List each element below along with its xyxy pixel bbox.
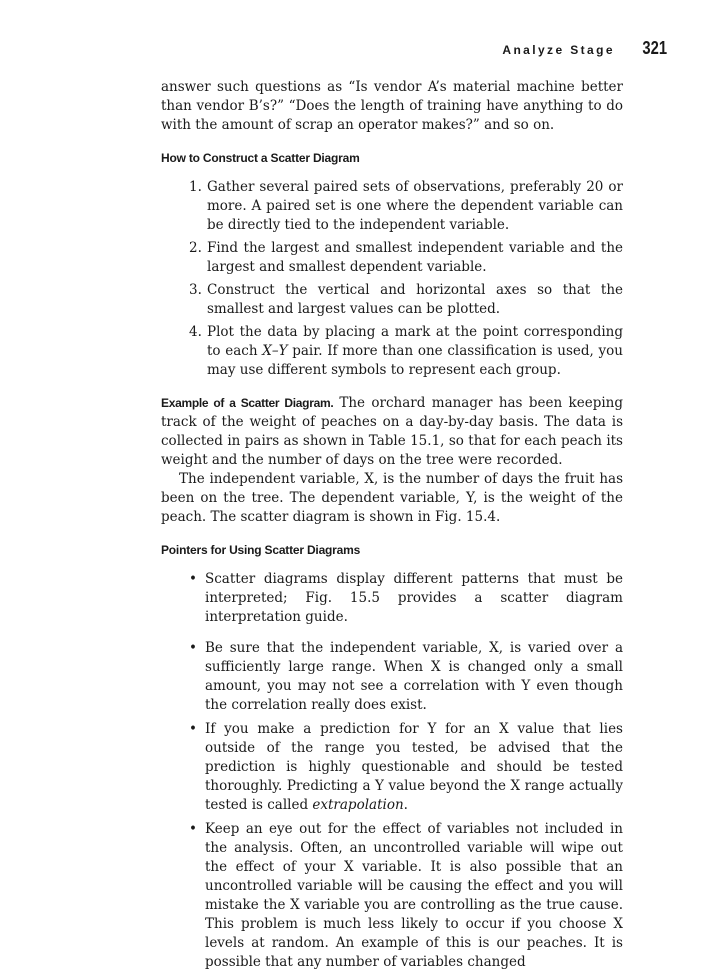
running-head xyxy=(502,38,667,59)
running-head-title: Analyze Stage xyxy=(502,43,615,57)
step-text-italic: X–Y xyxy=(262,343,288,359)
step-item xyxy=(161,239,623,277)
pointer-text: Scatter diagrams display different patterns that must be interpreted; Fig. 15.5 provides a scatter diagram interpretation guide. xyxy=(205,571,623,625)
example-paragraph xyxy=(161,394,623,470)
step-text-before: Plot the data by placing a mark at the point corresponding to each xyxy=(207,324,623,359)
intro-paragraph: answer such questions as “Is vendor A’s material machine better than vendor B’s?” “Does the length of training have anything to do with the amount of scrap an operator makes?” and so on. xyxy=(161,79,623,133)
step-text-after: pair. If more than one classification is used, you may use different symbols to represent each group. xyxy=(207,343,623,378)
bullet-icon: • xyxy=(189,640,197,656)
step-text: Gather several paired sets of observations, preferably 20 or more. A paired set is one where the dependent variable can be directly tied to the independent variable. xyxy=(207,179,623,233)
step-item xyxy=(161,323,623,380)
page-body xyxy=(161,78,623,977)
step-text: Construct the vertical and horizontal axes so that the smallest and largest values can be plotted. xyxy=(207,282,623,317)
step-number: 4. xyxy=(189,324,202,340)
pointer-text: Keep an eye out for the effect of variables not included in the analysis. Often, an uncontrolled variable will wipe out the effect of your X variable. It is also possible that an uncontrolled variable will be causing the effect and you will mistake the X variable you are controlling as the true cause. This problem is much less likely to occur if you choose X levels at random. An example of this is our peaches. It is possible that any number of variables changed xyxy=(205,821,623,970)
step-number: 2. xyxy=(189,240,202,256)
how-to-heading: How to Construct a Scatter Diagram xyxy=(161,151,360,165)
step-number: 1. xyxy=(189,179,202,195)
bullet-icon: • xyxy=(189,571,197,587)
step-item xyxy=(161,281,623,319)
pointer-text-after: . xyxy=(403,797,408,813)
pointer-item xyxy=(161,820,623,972)
step-item xyxy=(161,178,623,235)
pointer-text: Be sure that the independent variable, X, is varied over a sufficiently large range. When X is changed only a small amount, you may not see a correlation with Y even though the correlation really does exist. xyxy=(205,640,623,713)
example-text: The orchard manager has been keeping track of the weight of peaches on a day-by-day basis. The data is collected in pairs as shown in Table 15.1, so that for each peach its weight and the number of days on the tree were recorded. xyxy=(161,395,623,468)
page-number: 321 xyxy=(642,38,667,58)
pointer-item xyxy=(161,720,623,815)
bullet-icon: • xyxy=(189,821,197,837)
pointers-list xyxy=(161,570,623,972)
pointer-item xyxy=(161,570,623,627)
steps-list xyxy=(161,178,623,380)
pointer-item xyxy=(161,639,623,715)
bullet-icon: • xyxy=(189,721,197,737)
pointer-text-before: If you make a prediction for Y for an X value that lies outside of the range you tested, be advised that the prediction is highly questionable and should be tested thoroughly. Predicting a Y value beyond the X range actually tested is called xyxy=(205,721,623,813)
variables-paragraph: The independent variable, X, is the number of days the fruit has been on the tree. The dependent variable, Y, is the weight of the peach. The scatter diagram is shown in Fig. 15.4. xyxy=(161,471,623,525)
pointer-text-italic: extrapolation xyxy=(312,797,404,813)
example-runin-heading: Example of a Scatter Diagram. xyxy=(161,396,334,410)
step-text: Find the largest and smallest independent variable and the largest and smallest dependent variable. xyxy=(207,240,623,275)
step-number: 3. xyxy=(189,282,202,298)
pointers-heading: Pointers for Using Scatter Diagrams xyxy=(161,543,361,557)
